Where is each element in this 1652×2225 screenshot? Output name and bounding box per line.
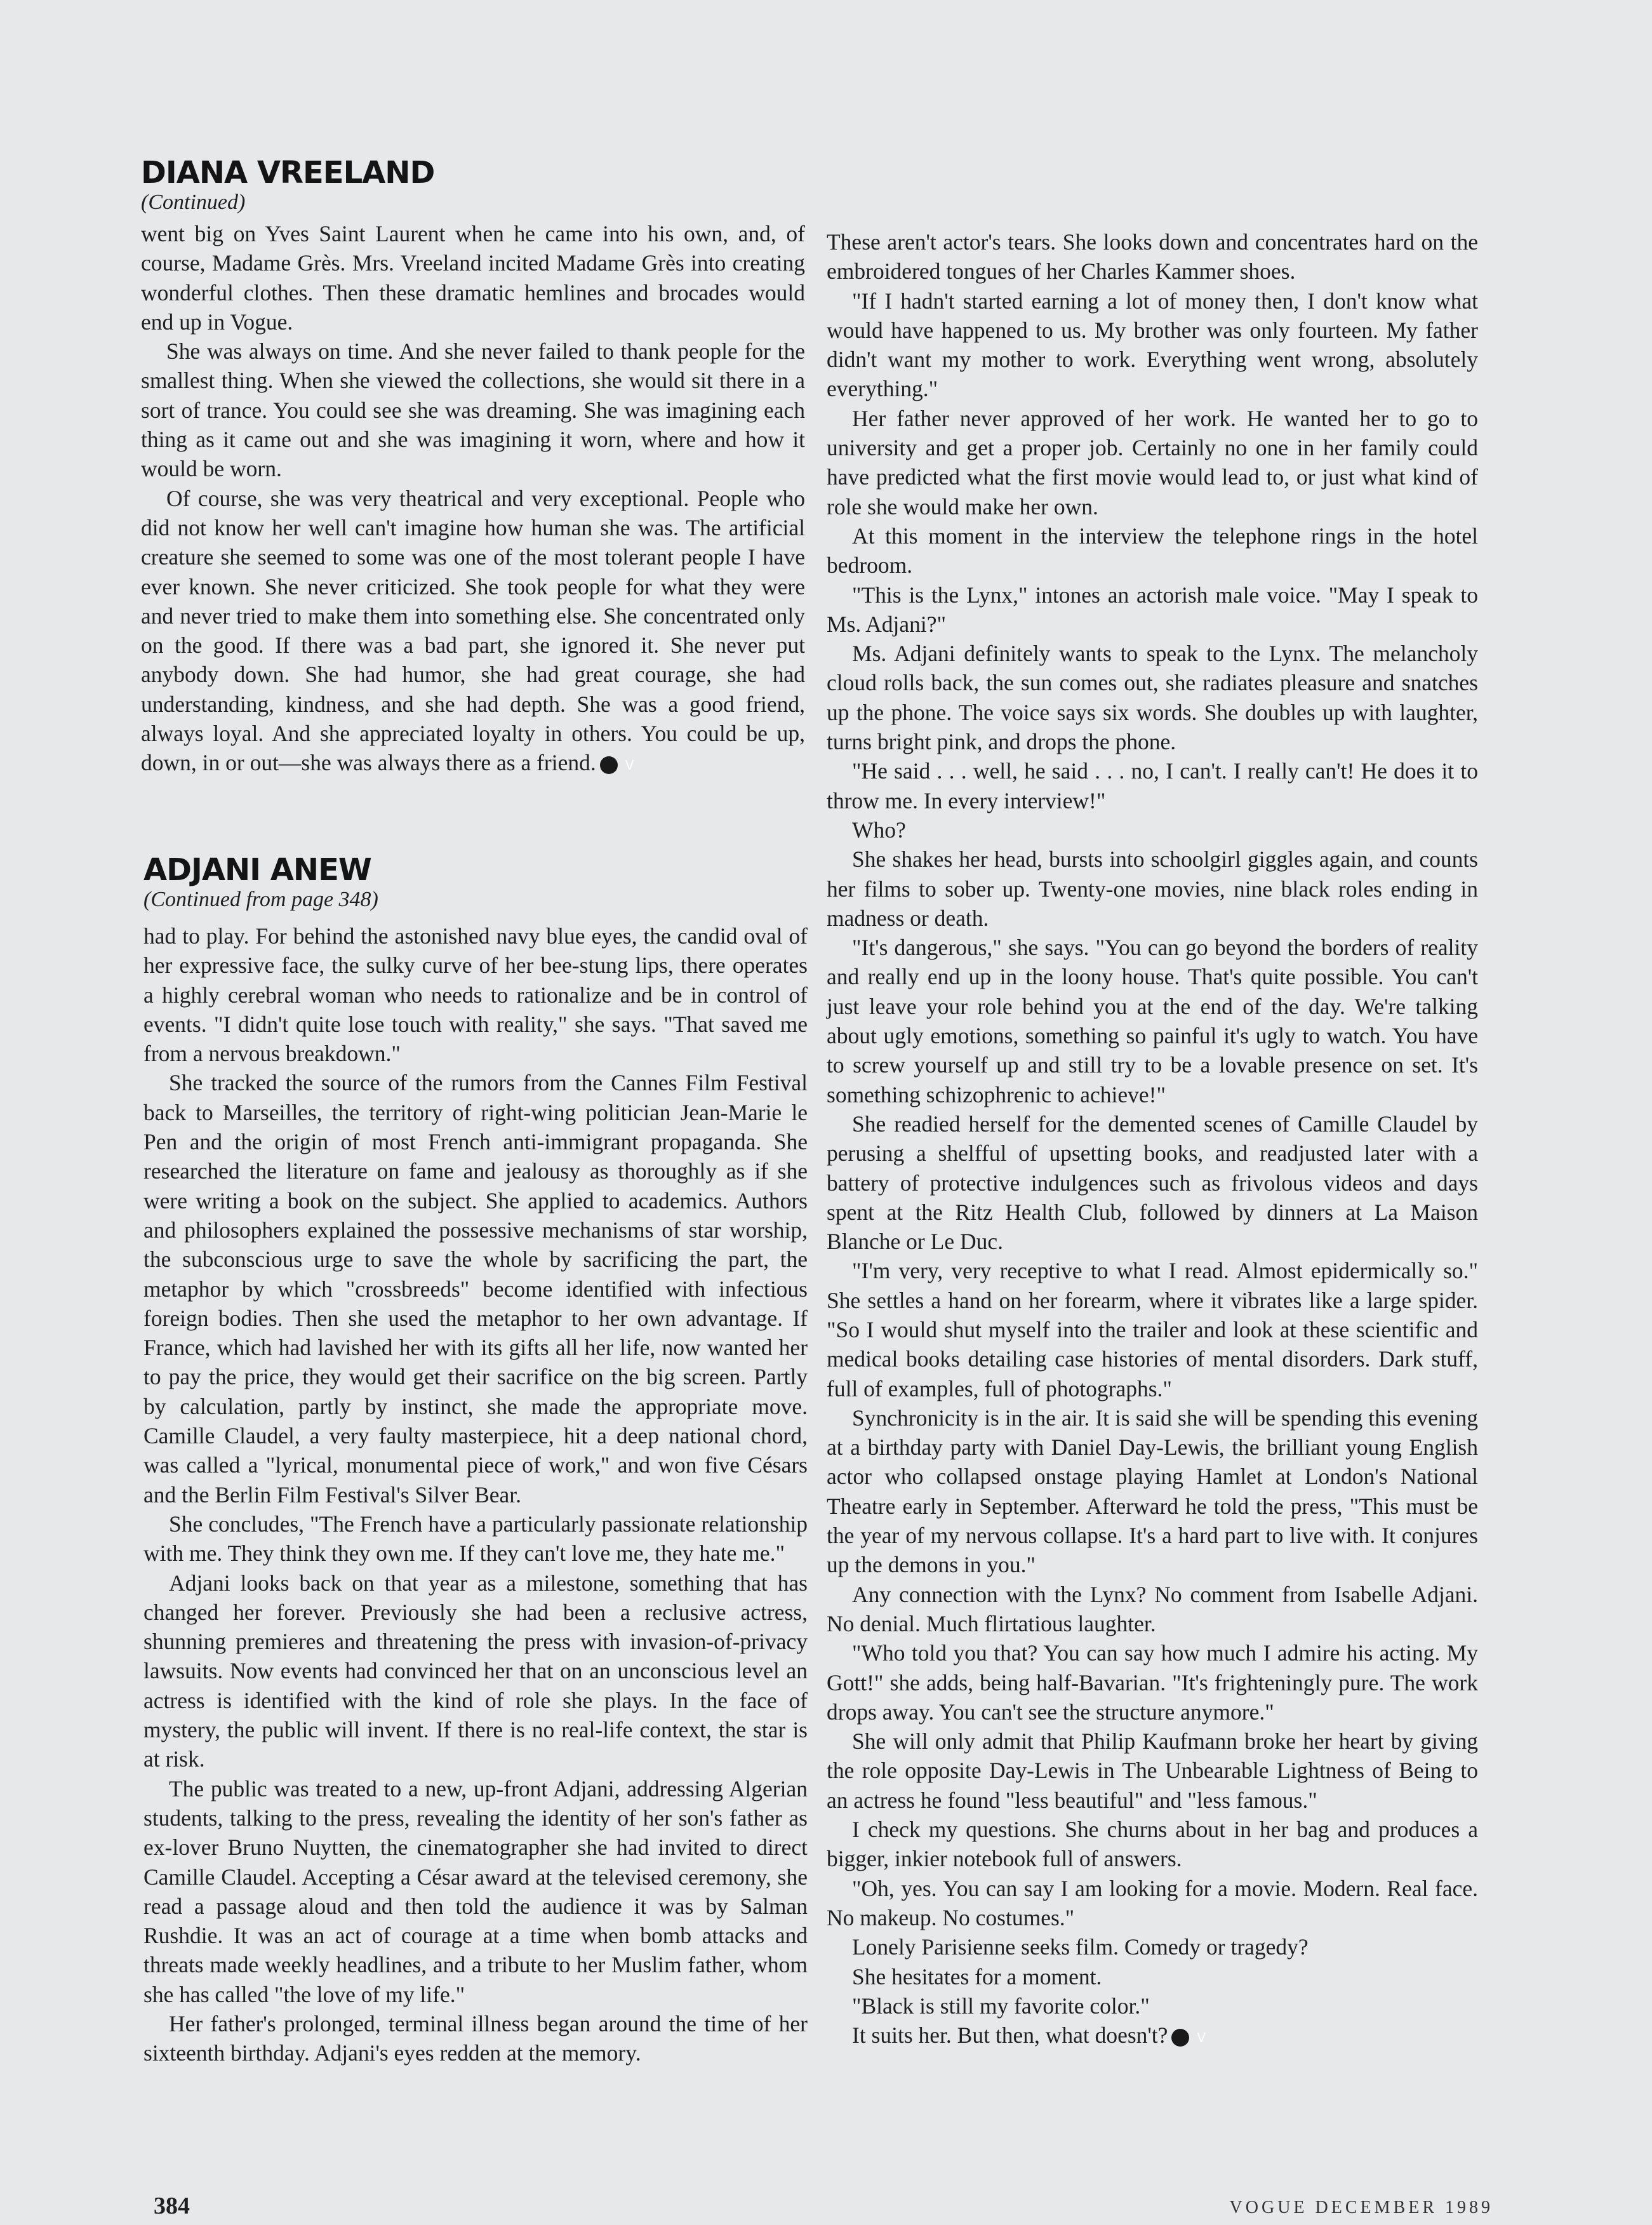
section-subheading: (Continued): [141, 190, 246, 214]
paragraph: She readied herself for the demented scenes of Camille Claudel by perusing a shelfful of upsetting books, and readjusted later with a battery of protective indulgences such as frivolous videos and days spent at the Ritz Health Club, followed by dinners at La Maison Blanche or Le Duc.: [827, 1111, 1478, 1255]
paragraph: At this moment in the interview the telephone rings in the hotel bedroom.: [827, 523, 1478, 578]
vogue-end-mark-icon: V: [600, 756, 618, 774]
page-number: 384: [154, 2193, 190, 2219]
paragraph: Adjani looks back on that year as a milestone, something that has changed her forever. Previously she had been a reclusive actress, shunning premieres and threatening the press with invasion-of-privacy lawsuits. Now events had convinced her that on an unconscious level an actress is identified with the kind of role she plays. In the face of mystery, the public will invent. If there is no real-life context, the star is at risk.: [143, 1570, 808, 1772]
closing-line: Lonely Parisienne seeks film. Comedy or tragedy?: [852, 1934, 1309, 1960]
paragraph: Her father never approved of her work. He wanted her to go to university and get a proper job. Certainly no one in her family could have predicted what the first movie would lead to, or just what kind of role she would make her own.: [827, 405, 1478, 519]
closing-line: It suits her. But then, what doesn't?: [852, 2022, 1168, 2048]
paragraph: These aren't actor's tears. She looks down and concentrates hard on the embroidered tongues of her Charles Kammer shoes.: [827, 229, 1478, 284]
paragraph: "If I hadn't started earning a lot of money then, I don't know what would have happened to us. My brother was only fourteen. My father didn't want my mother to work. Everything went wrong, absolutely everything.": [827, 288, 1478, 402]
paragraph: Ms. Adjani definitely wants to speak to the Lynx. The melancholy cloud rolls back, the sun comes out, she radiates pleasure and snatches up the phone. The voice says six words. She doubles up with laughter, turns bright pink, and drops the phone.: [827, 641, 1478, 755]
paragraph: "I'm very, very receptive to what I read. Almost epidermically so." She settles a hand on her forearm, where it vibrates like a large spider. "So I would shut myself into the trailer and look at these scientific and medical books detailing case histories of mental disorders. Dark stuff, full of examples, full of photographs.": [827, 1258, 1478, 1401]
paragraph: Any connection with the Lynx? No comment from Isabelle Adjani. No denial. Much flirtatious laughter.: [827, 1581, 1478, 1636]
paragraph: She will only admit that Philip Kaufmann broke her heart by giving the role opposite Day-Lewis in The Unbearable Lightness of Being to an actress he found "less beautiful" and "less famous.": [827, 1728, 1478, 1813]
paragraph: "This is the Lynx," intones an actorish male voice. "May I speak to Ms. Adjani?": [827, 582, 1478, 637]
paragraph: She tracked the source of the rumors from the Cannes Film Festival back to Marseilles, the territory of right-wing politician Jean-Marie le Pen and the origin of most French anti-immigrant propaganda. She researched the literature on fame and jealousy as thoroughly as if she were writing a book on the subject. She applied to academics. Authors and philosophers explained the possessive mechanisms of star worship, the subconscious urge to save the whole by sacrificing the part, the metaphor by which "crossbreeds" become identified with infectious foreign bodies. Then she used the metaphor to her own advantage. If France, which had lavished her with its gifts all her life, now wanted her to pay the price, they would get their sacrifice on the big screen. Partly by calculation, partly by instinct, she made the appropriate move. Camille Claudel, a very faulty masterpiece, hit a deep national chord, was called a "lyrical, monumental piece of work," and won five Césars and the Berlin Film Festival's Silver Bear.: [143, 1070, 808, 1507]
paragraph: She was always on time. And she never failed to thank people for the smallest thing. When she viewed the collections, she would sit there in a sort of trance. You could see she was dreaming. She was imagining each thing as it came out and she was imagining it worn, where and how it would be worn.: [141, 338, 805, 482]
paragraph: Synchronicity is in the air. It is said she will be spending this evening at a birthday party with Daniel Day-Lewis, the brilliant young English actor who collapsed onstage playing Hamlet at London's National Theatre early in September. Afterward he told the press, "This must be the year of my nervous collapse. It's a hard part to live with. It conjures up the demons in you.": [827, 1405, 1478, 1578]
paragraph: "Oh, yes. You can say I am looking for a movie. Modern. Real face. No makeup. No costumes.": [827, 1875, 1478, 1930]
article-diana-vreeland: [141, 156, 805, 778]
paragraph: I check my questions. She churns about in her bag and produces a bigger, inkier notebook full of answers.: [827, 1817, 1478, 1872]
section-heading: ADJANI ANEW: [143, 852, 371, 888]
section-heading: DIANA VREELAND: [141, 155, 435, 190]
paragraph: The public was treated to a new, up-front Adjani, addressing Algerian students, talking to the press, revealing the identity of her son's father as ex-lover Bruno Nuytten, the cinematographer she had invited to direct Camille Claudel. Accepting a César award at the televised ceremony, she read a passage aloud and then told the audience it was by Salman Rushdie. It was an act of courage at a time when bomb attacks and threats made weekly headlines, and a tribute to her Muslim father, whom she has called "the love of my life.": [143, 1775, 808, 2007]
paragraph: Who?: [852, 817, 906, 843]
section-subheading: (Continued from page 348): [143, 888, 378, 911]
paragraph: "Who told you that? You can say how much I admire his acting. My Gott!" she adds, being half-Bavarian. "It's frighteningly pure. The work drops away. You can't see the structure anymore.": [827, 1640, 1478, 1725]
paragraph: Of course, she was very theatrical and very exceptional. People who did not know her well can't imagine how human she was. The artificial creature she seemed to some was one of the most tolerant people I have ever known. She never criticized. She took people for what they were and never tried to make them into something else. She concentrated only on the good. If there was a bad part, she ignored it. She never put anybody down. She had humor, she had great courage, she had understanding, kindness, and she had depth. She was a good friend, always loyal. And she appreciated loyalty in others. You could be up, down, in or out—she was always there as a friend.: [141, 485, 805, 776]
paragraph: "He said . . . well, he said . . . no, I can't. I really can't! He does it to throw me. In every interview!": [827, 758, 1478, 813]
vogue-end-mark-icon: V: [1171, 2029, 1189, 2047]
article-adjani-anew: [143, 853, 808, 2068]
closing-line: "Black is still my favorite color.": [852, 1993, 1150, 2019]
paragraph: "It's dangerous," she says. "You can go beyond the borders of reality and really end up in the loony house. That's quite possible. You can't just leave your role behind you at the end of the day. We're talking about ugly emotions, something so painful it's ugly to watch. You have to screw yourself up and still try to be a lovable presence on set. It's something schizophrenic to achieve!": [827, 935, 1478, 1107]
paragraph: She concludes, "The French have a particularly passionate relationship with me. They think they own me. If they can't love me, they hate me.": [143, 1511, 808, 1567]
paragraph: She shakes her head, bursts into schoolgirl giggles again, and counts her films to sober up. Twenty-one movies, nine black roles ending in madness or death.: [827, 846, 1478, 931]
paragraph: had to play. For behind the astonished navy blue eyes, the candid oval of her expressive face, the sulky curve of her bee-stung lips, there operates a highly cerebral woman who needs to rationalize and be in control of events. "I didn't quite lose touch with reality," she says. "That saved me from a nervous breakdown.": [143, 923, 808, 1067]
issue-footer: VOGUE DECEMBER 1989: [1229, 2198, 1493, 2217]
paragraph: Her father's prolonged, terminal illness began around the time of her sixteenth birthday. Adjani's eyes redden at the memory.: [143, 2010, 808, 2066]
closing-line: She hesitates for a moment.: [852, 1963, 1102, 1989]
right-column: [827, 227, 1478, 2050]
paragraph: went big on Yves Saint Laurent when he came into his own, and, of course, Madame Grès. Mrs. Vreeland incited Madame Grès into creating wonderful clothes. Then these dramatic hemlines and brocades would end up in Vogue.: [141, 221, 805, 335]
